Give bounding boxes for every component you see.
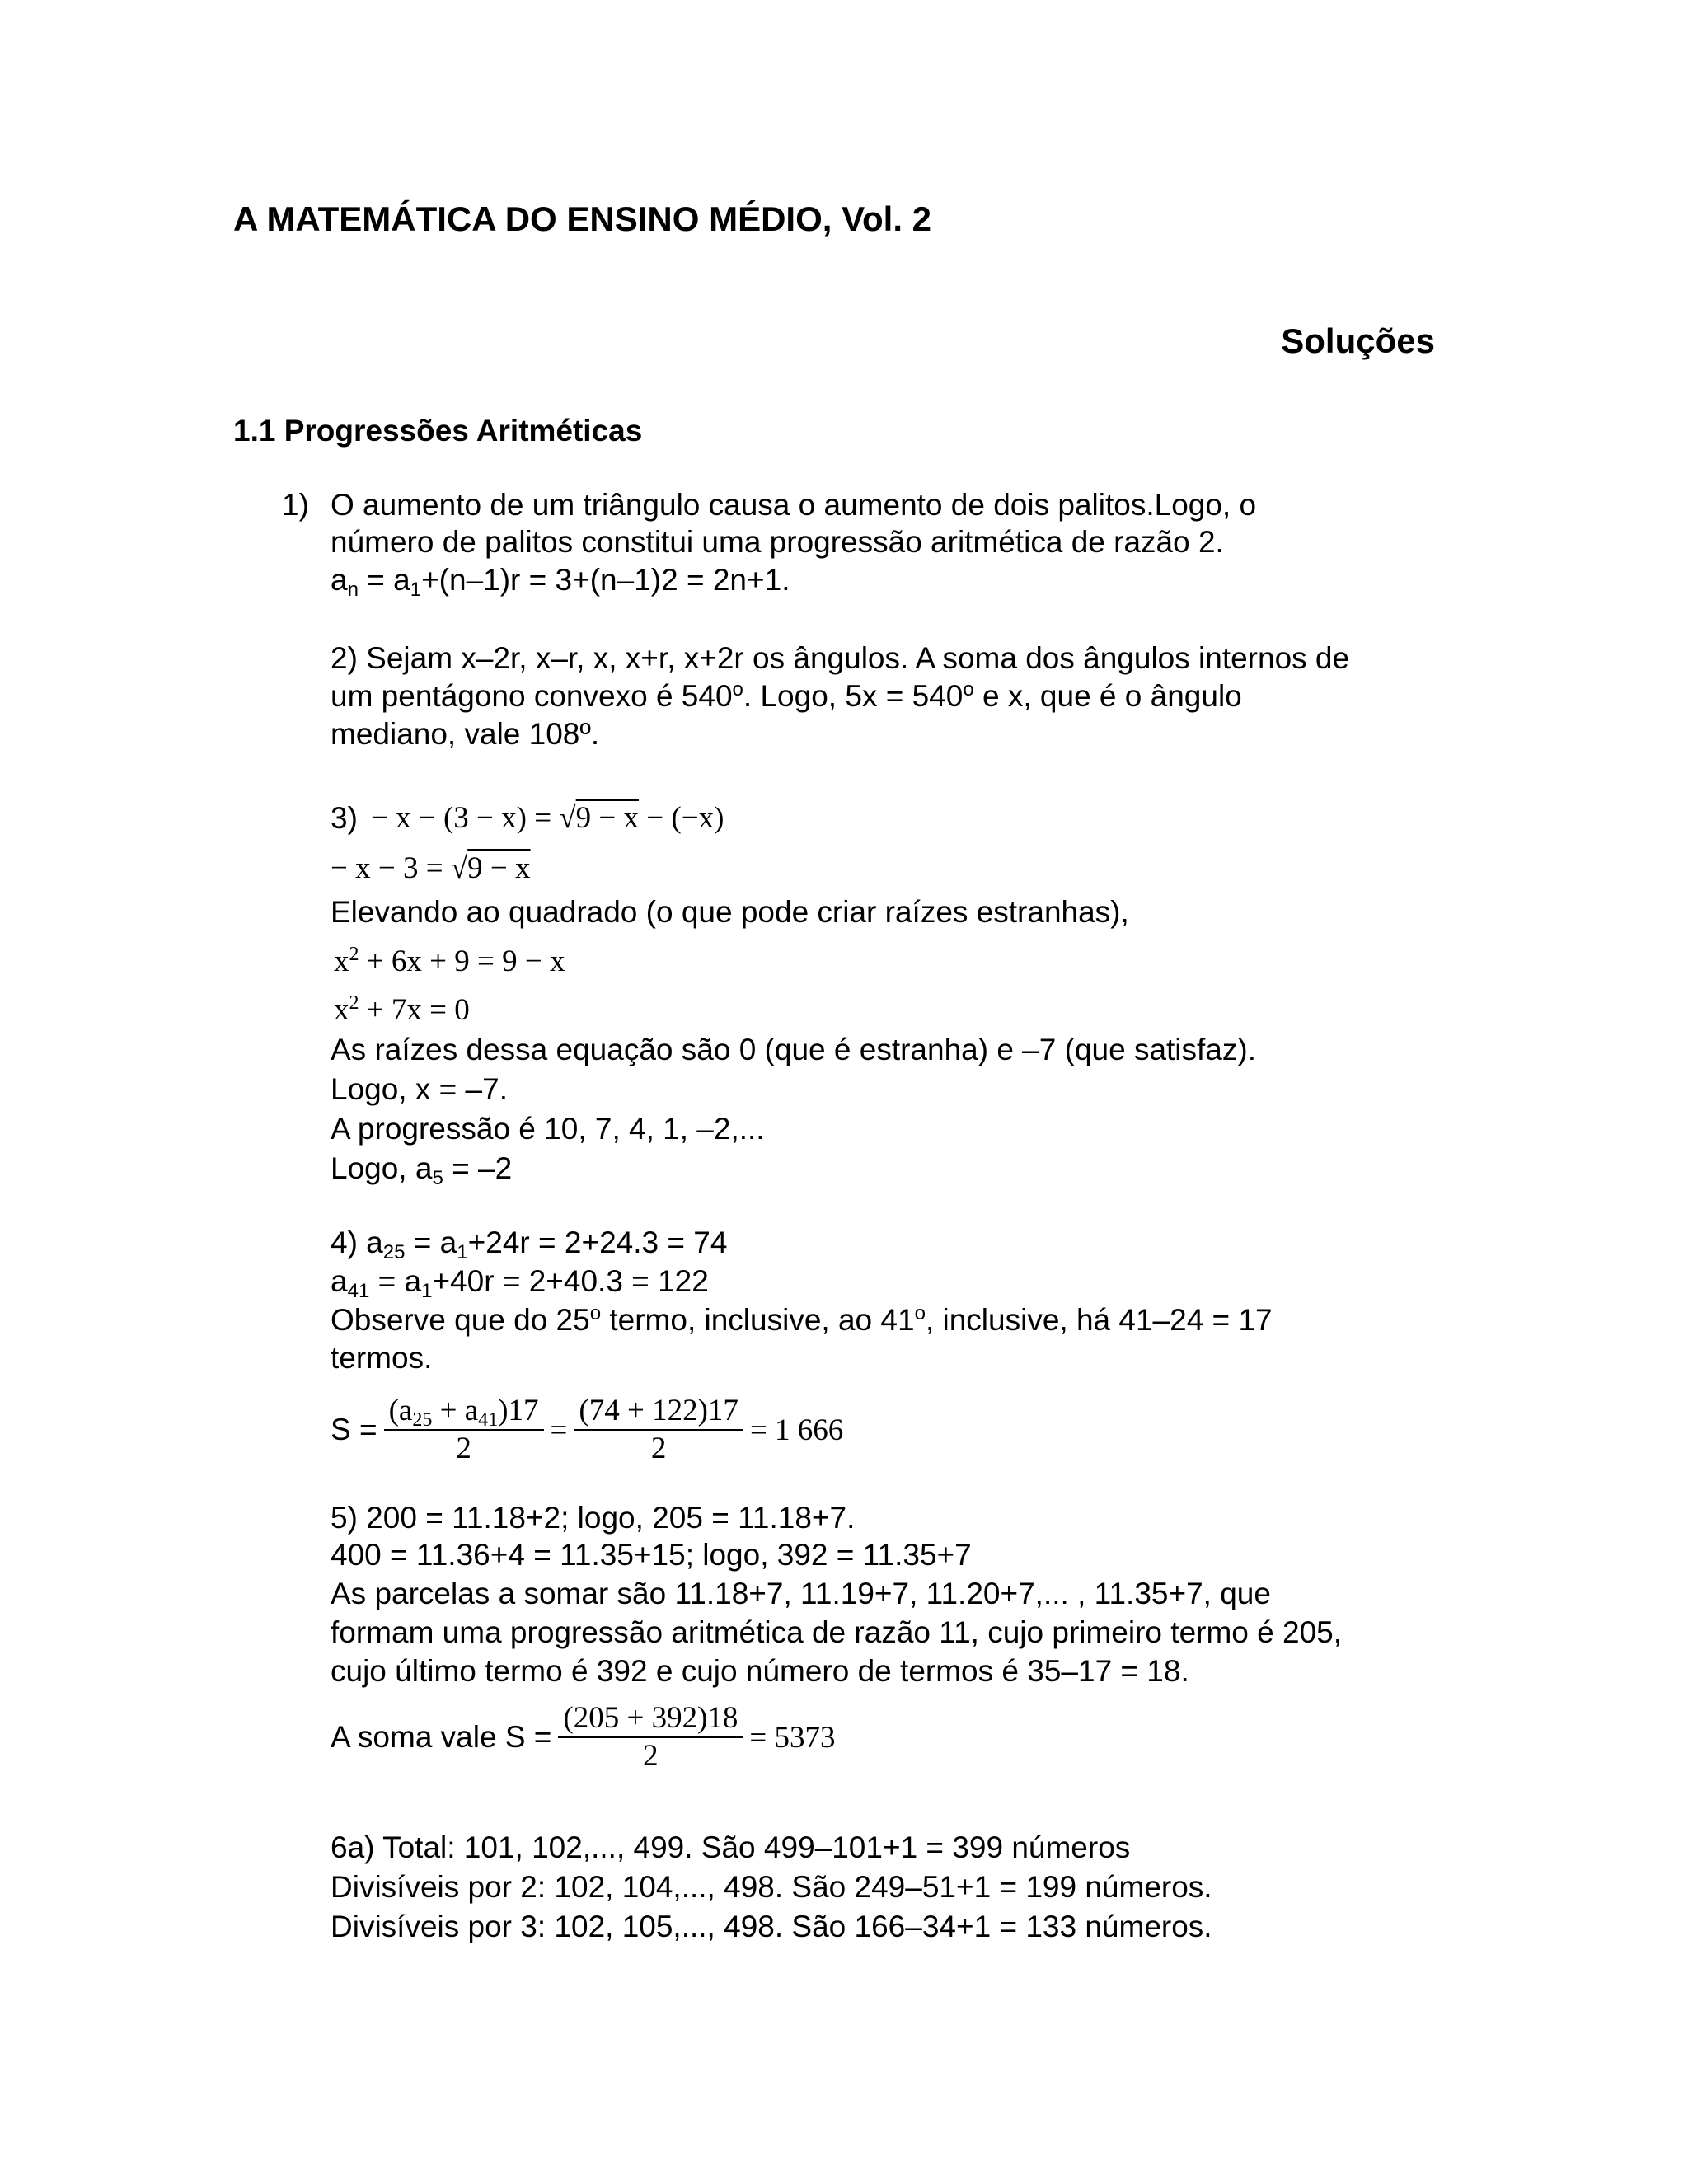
q4-line2 — [331, 1262, 709, 1301]
math-part: − (−x) — [639, 801, 724, 835]
ordinal-mark: o — [589, 1301, 602, 1324]
sqrt-radicand: 9 − x — [575, 801, 640, 835]
q5-line4: formam uma progressão aritmética de razão 11, cujo primeiro termo é 205, — [331, 1615, 1343, 1649]
q5-line1: 5) 200 = 11.18+2; logo, 205 = 11.18+7. — [331, 1501, 856, 1535]
q4-line1 — [331, 1223, 727, 1263]
solutions-heading: Soluções — [1281, 321, 1435, 360]
fraction-2 — [574, 1393, 743, 1467]
q3-text: = –2 — [443, 1151, 513, 1185]
math-part: x — [334, 993, 349, 1027]
q5-sum-formula — [331, 1696, 836, 1779]
q1-line2: número de palitos constitui uma progressão aritmética de razão 2. — [331, 525, 1224, 559]
subscript: 5 — [432, 1167, 443, 1190]
fraction-denominator: 2 — [650, 1432, 667, 1465]
fraction-denominator: 2 — [643, 1739, 659, 1773]
q2-line2 — [331, 677, 1242, 716]
q2-line3: mediano, vale 108º. — [331, 717, 600, 751]
fraction-numerator — [384, 1393, 544, 1431]
q2-text: e x, que é o ângulo — [973, 679, 1242, 713]
q5-line5: cujo último termo é 392 e cujo número de termos é 35–17 = 18. — [331, 1654, 1189, 1688]
q2-text: . Logo, 5x = 540 — [743, 679, 964, 713]
q3-equation-4 — [334, 991, 470, 1030]
fraction-numerator: (74 + 122)17 — [574, 1393, 743, 1431]
q2-line1: 2) Sejam x–2r, x–r, x, x+r, x+2r os ângulos. A soma dos ângulos internos de — [331, 641, 1350, 675]
q1-subscript: n — [347, 579, 359, 602]
q3-equation-1 — [371, 799, 724, 838]
q4-text: 4) a — [331, 1226, 383, 1259]
fraction-denominator: 2 — [456, 1432, 471, 1465]
q4-text: termo, inclusive, ao 41 — [601, 1303, 915, 1337]
q3-equation-3 — [334, 942, 565, 982]
q4-text: Observe que do 25 — [331, 1303, 590, 1337]
q1-formula-part: a — [331, 563, 348, 597]
q6-line1: 6a) Total: 101, 102,..., 499. São 499–101+1 = 399 números — [331, 1830, 1131, 1864]
math-part: − x − 3 = √ — [331, 851, 468, 885]
q1-formula — [331, 560, 790, 600]
fraction — [558, 1700, 743, 1774]
q1-line1: O aumento de um triângulo causa o aumento de dois palitos.Logo, o — [331, 488, 1257, 522]
q3-text-4: A progressão é 10, 7, 4, 1, –2,... — [331, 1112, 765, 1146]
sum-label: S = — [331, 1413, 377, 1446]
math-part: )17 — [498, 1394, 539, 1427]
q4-text: = a — [369, 1264, 422, 1298]
subscript: 1 — [421, 1280, 433, 1303]
fraction-numerator: (205 + 392)18 — [558, 1700, 743, 1738]
q3-equation-2 — [331, 849, 531, 888]
subscript: 41 — [478, 1409, 499, 1432]
q1-subscript: 1 — [410, 579, 422, 602]
q4-text: a — [331, 1264, 348, 1298]
q5-line3: As parcelas a somar são 11.18+7, 11.19+7, 11.20+7,... , 11.35+7, que — [331, 1577, 1271, 1610]
math-part: + 7x = 0 — [359, 993, 470, 1027]
degree-mark: o — [732, 677, 743, 701]
section-heading: 1.1 Progressões Aritméticas — [233, 414, 643, 448]
sum-result: = 1 666 — [749, 1413, 844, 1447]
document-title: A MATEMÁTICA DO ENSINO MÉDIO, Vol. 2 — [233, 199, 932, 238]
subscript: 25 — [382, 1241, 406, 1264]
q4-sum-formula — [331, 1389, 843, 1471]
sum-result: = 5373 — [749, 1720, 836, 1755]
math-part: + 6x + 9 = 9 − x — [359, 944, 565, 978]
q5-line2: 400 = 11.36+4 = 11.35+15; logo, 392 = 11.35+7 — [331, 1538, 972, 1572]
ordinal-mark: o — [914, 1301, 926, 1324]
q1-formula-part: = a — [358, 563, 410, 597]
sqrt-radicand: 9 − x — [467, 851, 531, 885]
fraction-1 — [384, 1393, 544, 1467]
q4-line3 — [331, 1301, 1273, 1340]
subscript: 25 — [412, 1409, 433, 1432]
q6-line3: Divisíveis por 3: 102, 105,..., 498. São 166–34+1 = 133 números. — [331, 1910, 1212, 1943]
subscript: 41 — [347, 1280, 370, 1303]
sum-label: A soma vale S = — [331, 1720, 552, 1754]
q1-formula-part: +(n–1)r = 3+(n–1)2 = 2n+1. — [421, 563, 790, 597]
exponent: 2 — [349, 991, 359, 1014]
q4-text: = a — [405, 1226, 457, 1259]
q3-text-3: Logo, x = –7. — [331, 1072, 508, 1106]
q3-text: Logo, a — [331, 1151, 433, 1185]
q4-line4: termos. — [331, 1341, 433, 1375]
equals-sign: = — [550, 1413, 568, 1447]
math-part: + a — [432, 1394, 479, 1427]
q4-text: +40r = 2+40.3 = 122 — [432, 1264, 709, 1298]
q2-text: um pentágono convexo é 540 — [331, 679, 733, 713]
q3-text-1: Elevando ao quadrado (o que pode criar raízes estranhas), — [331, 895, 1129, 929]
math-part: x — [334, 944, 349, 978]
q1-number: 1) — [282, 488, 309, 522]
exponent: 2 — [349, 943, 359, 965]
math-part: − x − (3 − x) = √ — [371, 801, 576, 835]
subscript: 1 — [457, 1241, 468, 1264]
q4-text: , inclusive, há 41–24 = 17 — [925, 1303, 1273, 1337]
q4-text: +24r = 2+24.3 = 74 — [467, 1226, 728, 1259]
q3-text-5 — [331, 1149, 512, 1188]
q3-label: 3) — [331, 801, 358, 835]
q6-line2: Divisíveis por 2: 102, 104,..., 498. São 249–51+1 = 199 números. — [331, 1870, 1212, 1904]
math-part: (a — [388, 1394, 413, 1427]
q3-text-2: As raízes dessa equação são 0 (que é estranha) e –7 (que satisfaz). — [331, 1033, 1256, 1066]
degree-mark: o — [963, 677, 974, 701]
